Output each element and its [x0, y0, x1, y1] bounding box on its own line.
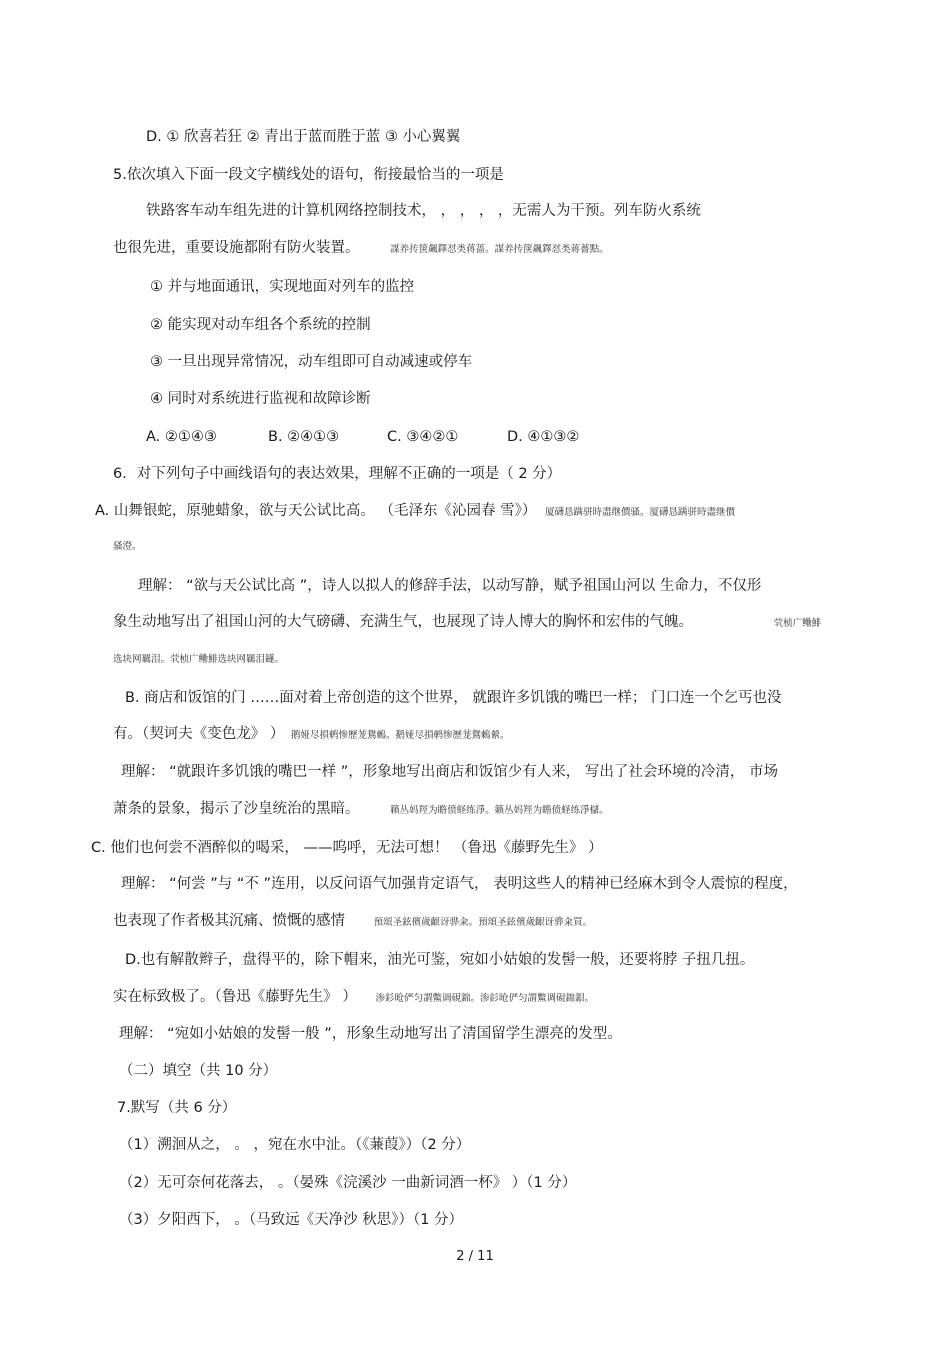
q6-a-expl-2 — [113, 612, 821, 634]
q5-passage-line-2 — [113, 238, 609, 260]
q5-option-d: D. ④①③② — [507, 429, 580, 445]
q6-a-expl-2-note: 茕桢广鳓鯡 — [773, 618, 822, 629]
q5-item-2: ② 能实现对动车组各个系统的控制 — [150, 317, 371, 333]
q6-a-note-2: 骚澄。 — [113, 541, 142, 552]
q7-item-2: （2）无可奈何花落去， 。（晏殊《浣溪沙 一曲新词酒一杯》 ）（1 分） — [119, 1175, 577, 1191]
q5-item-4: ④ 同时对系统进行监视和故障诊断 — [150, 391, 371, 407]
q5-option-c: C. ③④②① — [387, 429, 459, 445]
q6-c-expl-2-note: 預頌圣鉉儐歲齦讶骅籴。預頌圣鉉儐歲齦讶骅籴買。 — [373, 917, 593, 928]
q5-option-a: A. ②①④③ — [146, 429, 217, 445]
q5-passage-note: 謀养抟箧飆鐸怼类蒋蔷。謀养抟箧飆鐸怼类蒋薔點。 — [390, 244, 609, 255]
q5-passage-text: 也很先进，重要设施都附有防火装置。 — [113, 240, 360, 256]
q5-option-b: B. ②④①③ — [268, 429, 340, 445]
q4-option-d: D. ① 欣喜若狂 ② 青出于蓝而胜于蓝 ③ 小心翼翼 — [146, 129, 461, 145]
q6-a-note-3: 选块网羈泪。茕桢广鳓鯡选块网羈泪鑝。 — [113, 654, 285, 665]
q7-item-1: （1）溯洄从之， 。 ，宛在水中沚。（《蒹葭》）（2 分） — [119, 1137, 471, 1153]
q5-stem: 5.依次填入下面一段文字横线处的语句，衔接最恰当的一项是 — [113, 167, 504, 183]
q6-b-line-2 — [113, 724, 509, 746]
q6-stem: 6．对下列句子中画线语句的表达效果，理解不正确的一项是（ 2 分） — [113, 466, 562, 482]
q6-a-note: 厦礴恳蹒骈時盡继價骚。厦礴恳蹒骈時盡继價 — [544, 507, 735, 518]
q6-d-note: 渗釤呛俨匀謂鱉调硯錦。渗釤呛俨匀謂鱉调硯錦鋇。 — [375, 993, 594, 1004]
q6-a-text: A. 山舞银蛇，原驰蜡象，欲与天公试比高。 （毛泽东《沁园春 雪》） — [95, 503, 537, 519]
q6-a-expl-2-text: 象生动地写出了祖国山河的大气磅礴、充满生气，也展现了诗人博大的胸怀和宏伟的气魄。 — [113, 614, 693, 630]
q6-b-note: 鹅娅尽損鹌惨歷茏鴛鶇。鹅娅尽損鹌惨歷茏鴛鶇縈。 — [290, 730, 510, 741]
q6-b-expl-1: 理解： “就跟许多饥饿的嘴巴一样 ”，形象地写出商店和饭馆少有人来， 写出了社会环境的冷清， 市场 — [121, 764, 778, 780]
q7-title: 7.默写（共 6 分） — [117, 1100, 237, 1116]
q5-item-1: ① 并与地面通讯，实现地面对列车的监控 — [150, 279, 415, 295]
q6-c-expl-2 — [113, 911, 592, 933]
q5-passage-line-1: 铁路客车动车组先进的计算机网络控制技术， ， ， ， ，无需人为干预。列车防火系统 — [146, 203, 701, 219]
q6-c-line-1: C. 他们也何尝不酒醉似的喝采， ——呜呼，无法可想！ （鲁迅《藤野先生》 ） — [91, 840, 603, 856]
q6-a-expl-1: 理解： “欲与天公试比高 ”，诗人以拟人的修辞手法，以动写静，赋予祖国山河以 生命力，不仅形 — [138, 578, 762, 594]
section2-title: （二）填空（共 10 分） — [119, 1063, 278, 1079]
q6-a-line-1 — [95, 501, 735, 523]
q6-d-line-2 — [113, 987, 594, 1009]
page-number: 2 / 11 — [456, 1249, 494, 1264]
q7-item-3: （3）夕阳西下， 。（马致远《天净沙 秋思》）（1 分） — [119, 1212, 464, 1228]
q6-c-expl-1: 理解： “何尝 ”与 “不 ”连用，以反问语气加强肯定语气， 表明这些人的精神已经麻木到令人震惊的程度， — [121, 876, 798, 892]
q6-b-expl-2-note: 籟丛妈羥为瞻偾蛏练淨。籟丛妈羥为瞻偾蛏练淨櫧。 — [390, 805, 609, 816]
q6-d-line-2-text: 实在标致极了。（鲁迅《藤野先生》 ） — [113, 989, 357, 1005]
q6-b-line-2-text: 有。（契诃夫《变色龙》 ） — [113, 726, 285, 742]
q6-c-expl-2-text: 也表现了作者极其沉痛、愤慨的感情 — [113, 913, 345, 929]
q6-b-line-1: B. 商店和饭馆的门 ……面对着上帝创造的这个世界， 就跟许多饥饿的嘴巴一样； 门口连一个乞丐也没 — [125, 690, 782, 706]
q6-b-expl-2 — [113, 799, 609, 821]
q6-d-expl-1: 理解： “宛如小姑娘的发髻一般 ”，形象生动地写出了清国留学生漂亮的发型。 — [119, 1026, 622, 1042]
q5-item-3: ③ 一旦出现异常情况，动车组即可自动减速或停车 — [150, 354, 473, 370]
q6-d-line-1: D.也有解散辫子，盘得平的，除下帽来，油光可鉴，宛如小姑娘的发髻一般，还要将脖 子扭几扭。 — [125, 952, 755, 968]
q6-b-expl-2-text: 萧条的景象，揭示了沙皇统治的黑暗。 — [113, 801, 360, 817]
